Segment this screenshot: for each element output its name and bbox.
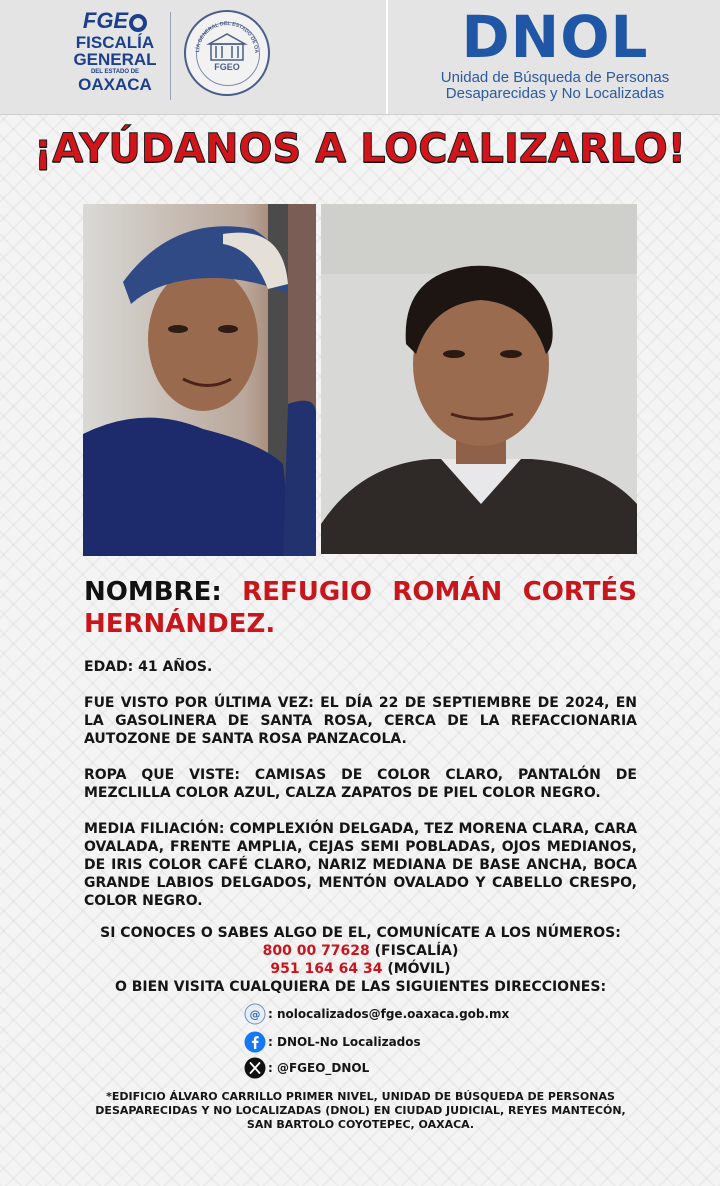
facebook-text[interactable]: : DNOL-No Localizados — [268, 1035, 421, 1049]
fgeo-line-general: GENERAL — [73, 50, 157, 69]
person-name-block — [84, 576, 637, 640]
fgeo-abbr: FGE — [82, 8, 129, 33]
phone-fiscalia[interactable]: 800 00 77628 — [262, 943, 370, 959]
header-divider — [386, 0, 388, 114]
age-text: EDAD: 41 AÑOS. — [84, 659, 213, 675]
phone-fiscalia-label: (FISCALÍA) — [374, 943, 459, 959]
contact-visit: O BIEN VISITA CUALQUIERA DE LAS SIGUIENTES DIRECCIONES: — [114, 979, 607, 995]
phone-movil[interactable]: 951 164 64 34 — [270, 961, 383, 977]
facebook-row[interactable] — [244, 1030, 421, 1054]
dnol-subtitle-line1: Unidad de Búsqueda de Personas — [440, 69, 670, 86]
fgeo-line-fiscalia: FISCALÍA — [75, 33, 155, 52]
name-word-3: CORTÉS — [522, 577, 637, 607]
fgeo-line-oaxaca: OAXACA — [78, 75, 152, 94]
email-row[interactable] — [244, 1002, 509, 1026]
svg-text:@: @ — [249, 1008, 261, 1021]
description-text: MEDIA FILIACIÓN: COMPLEXIÓN DELGADA, TEZ MORENA CLARA, CARA OVALADA, FRENTE AMPLIA, CEJAS SEMI POBLADAS, OJOS MEDIANOS, DE IRIS COLOR CAFÉ CLARO, NARIZ MEDIANA DE BASE ANCHA, BOCA GRANDE LABIOS DELGADOS, MENTÓN OVALADO Y CABELLO CRESPO, COLOR NEGRO. — [84, 821, 637, 909]
seal-label: FGEO — [214, 62, 240, 72]
x-icon — [244, 1057, 266, 1079]
fgeo-seal — [184, 10, 270, 96]
name-word-1: REFUGIO — [242, 577, 372, 607]
dnol-subtitle-line2: Desaparecidas y No Localizadas — [445, 85, 665, 102]
x-text[interactable]: : @FGEO_DNOL — [268, 1061, 370, 1075]
missing-person-photo-2 — [321, 204, 637, 554]
fgeo-o-mark — [129, 14, 147, 32]
name-word-2: ROMÁN — [392, 577, 503, 607]
contact-intro: SI CONOCES O SABES ALGO DE EL, COMUNÍCATE A LOS NÚMEROS: — [100, 925, 621, 941]
phone-movil-label: (MÓVIL) — [387, 961, 451, 977]
dnol-title: DNOL — [461, 3, 649, 71]
seal-text: LÍA GENERAL DEL ESTADO DE OA — [194, 20, 260, 54]
building-icon — [186, 12, 268, 94]
email-text[interactable]: : nolocalizados@fge.oaxaca.gob.mx — [268, 1007, 510, 1021]
contact-block — [84, 924, 637, 996]
name-line-2: HERNÁNDEZ. — [84, 609, 276, 639]
clothing-text: ROPA QUE VISTE: CAMISAS DE COLOR CLARO, PANTALÓN DE MEZCLILLA COLOR AZUL, CALZA ZAPATOS DE PIEL COLOR NEGRO. — [84, 767, 637, 801]
headline: ¡AYÚDANOS A LOCALIZARLO! — [34, 126, 686, 172]
fgeo-line-estado: DEL ESTADO DE — [90, 69, 140, 75]
name-label: NOMBRE: — [84, 577, 222, 607]
x-row[interactable] — [244, 1056, 369, 1080]
email-icon — [244, 1003, 266, 1025]
logo-separator — [170, 12, 171, 100]
dnol-subtitle — [420, 70, 690, 102]
facebook-icon — [244, 1031, 266, 1053]
footer-address: *EDIFICIO ÁLVARO CARRILLO PRIMER NIVEL, UNIDAD DE BÚSQUEDA DE PERSONAS DESAPARECIDAS Y NO LOCALIZADAS (DNOL) EN CIUDAD JUDICIAL, REYES MANTECÓN, SAN BARTOLO COYOTEPEC, OAXACA. — [95, 1090, 626, 1131]
fgeo-logo — [70, 8, 160, 93]
last-seen-text: FUE VISTO POR ÚLTIMA VEZ: EL DÍA 22 DE SEPTIEMBRE DE 2024, EN LA GASOLINERA DE SANTA ROSA, CERCA DE LA REFACCIONARIA AUTOZONE DE SANTA ROSA PANZACOLA. — [84, 695, 637, 747]
header-banner — [0, 0, 720, 115]
missing-person-photo-1 — [83, 204, 316, 556]
